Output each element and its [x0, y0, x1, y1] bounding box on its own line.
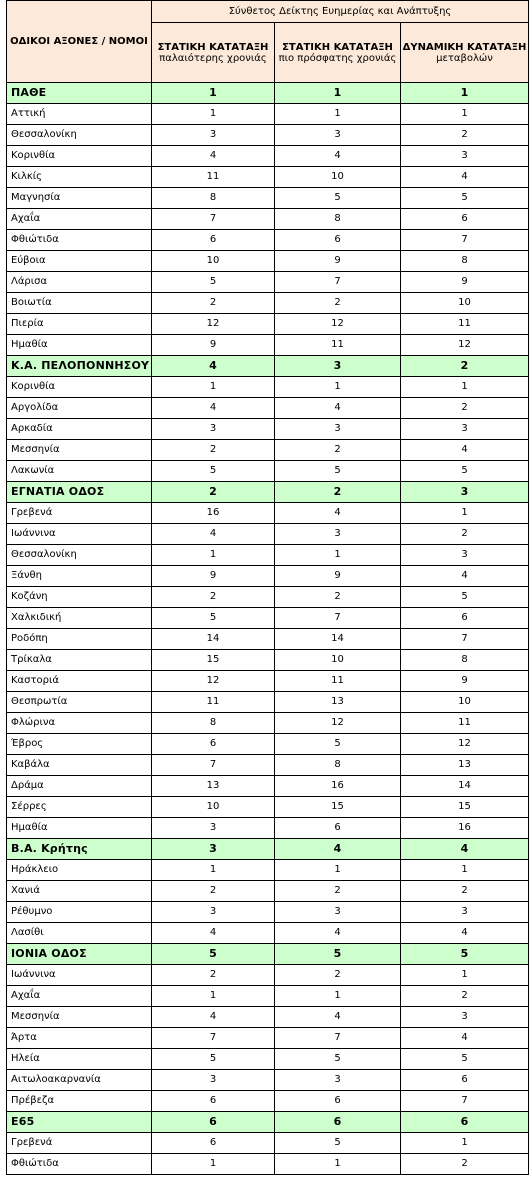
table-row: [7, 209, 529, 230]
row-name-cell: Αττική: [7, 104, 152, 125]
table-row: [7, 125, 529, 146]
dynamic-cell: 2: [401, 986, 529, 1007]
static-recent-cell: 1: [275, 377, 401, 398]
static-older-cell: 4: [152, 356, 275, 377]
row-name-cell: Μεσσηνία: [7, 1007, 152, 1028]
row-name-cell: Λασίθι: [7, 923, 152, 944]
static-recent-cell: 2: [275, 482, 401, 503]
dynamic-cell: 8: [401, 650, 529, 671]
static-older-cell: 7: [152, 209, 275, 230]
dynamic-cell: 3: [401, 482, 529, 503]
dynamic-cell: 4: [401, 566, 529, 587]
static-older-cell: 9: [152, 566, 275, 587]
table-row: [7, 545, 529, 566]
static-older-cell: 5: [152, 608, 275, 629]
dynamic-cell: 5: [401, 461, 529, 482]
dynamic-cell: 5: [401, 188, 529, 209]
row-name-cell: Εύβοια: [7, 251, 152, 272]
dynamic-cell: 10: [401, 692, 529, 713]
row-name-cell: Καστοριά: [7, 671, 152, 692]
table-row: [7, 398, 529, 419]
row-name-cell: Φλώρινα: [7, 713, 152, 734]
static-recent-cell: 5: [275, 188, 401, 209]
static-older-cell: 3: [152, 839, 275, 860]
dynamic-cell: 3: [401, 902, 529, 923]
row-name-cell: Κορινθία: [7, 377, 152, 398]
static-older-header: [152, 23, 275, 83]
row-name-cell: Γρεβενά: [7, 1133, 152, 1154]
static-older-cell: 6: [152, 230, 275, 251]
static-older-cell: 5: [152, 272, 275, 293]
table-row: [7, 776, 529, 797]
table-row: [7, 755, 529, 776]
dynamic-title: ΔΥΝΑΜΙΚΗ ΚΑΤΑΤΑΞΗ: [402, 41, 527, 53]
table-row: [7, 188, 529, 209]
group-row: [7, 839, 529, 860]
static-recent-cell: 14: [275, 629, 401, 650]
table-row: [7, 566, 529, 587]
static-older-cell: 2: [152, 482, 275, 503]
row-name-cell: Ξάνθη: [7, 566, 152, 587]
dynamic-cell: 4: [401, 839, 529, 860]
static-older-cell: 2: [152, 587, 275, 608]
table-row: [7, 881, 529, 902]
static-older-cell: 4: [152, 398, 275, 419]
static-older-cell: 6: [152, 1133, 275, 1154]
row-name-cell: Αχαΐα: [7, 986, 152, 1007]
static-recent-cell: 10: [275, 167, 401, 188]
dynamic-cell: 12: [401, 335, 529, 356]
static-recent-header: [275, 23, 401, 83]
row-name-cell: Χαλκιδική: [7, 608, 152, 629]
table-row: [7, 629, 529, 650]
group-row: [7, 944, 529, 965]
static-recent-cell: 5: [275, 944, 401, 965]
static-older-subtitle: παλαιότερης χρονιάς: [159, 52, 267, 64]
dynamic-cell: 3: [401, 545, 529, 566]
static-older-cell: 6: [152, 1112, 275, 1133]
static-older-cell: 1: [152, 83, 275, 104]
table-row: [7, 167, 529, 188]
static-older-cell: 4: [152, 146, 275, 167]
static-recent-cell: 5: [275, 461, 401, 482]
static-recent-cell: 3: [275, 524, 401, 545]
row-name-cell: Δράμα: [7, 776, 152, 797]
static-older-cell: 3: [152, 902, 275, 923]
table-row: [7, 692, 529, 713]
row-name-cell: Λακωνία: [7, 461, 152, 482]
dynamic-cell: 7: [401, 629, 529, 650]
static-recent-cell: 1: [275, 1154, 401, 1175]
table-row: [7, 650, 529, 671]
static-older-cell: 6: [152, 1091, 275, 1112]
dynamic-cell: 10: [401, 293, 529, 314]
static-recent-cell: 11: [275, 671, 401, 692]
row-name-cell: Τρίκαλα: [7, 650, 152, 671]
row-name-cell: Βοιωτία: [7, 293, 152, 314]
static-older-cell: 8: [152, 188, 275, 209]
table-row: [7, 293, 529, 314]
static-recent-cell: 2: [275, 587, 401, 608]
table-row: [7, 1154, 529, 1175]
table-row: [7, 671, 529, 692]
row-name-cell: Άρτα: [7, 1028, 152, 1049]
table-row: [7, 251, 529, 272]
table-row: [7, 314, 529, 335]
static-older-cell: 2: [152, 965, 275, 986]
row-name-cell: Πρέβεζα: [7, 1091, 152, 1112]
table-row: [7, 923, 529, 944]
dynamic-cell: 2: [401, 1154, 529, 1175]
table-row: [7, 377, 529, 398]
static-older-cell: 12: [152, 314, 275, 335]
static-older-cell: 11: [152, 692, 275, 713]
static-older-cell: 2: [152, 293, 275, 314]
table-row: [7, 986, 529, 1007]
table-row: [7, 1028, 529, 1049]
table-row: [7, 1133, 529, 1154]
static-recent-cell: 4: [275, 1007, 401, 1028]
static-recent-cell: 2: [275, 881, 401, 902]
dynamic-cell: 14: [401, 776, 529, 797]
dynamic-cell: 1: [401, 377, 529, 398]
row-name-cell: Κιλκίς: [7, 167, 152, 188]
static-older-cell: 8: [152, 713, 275, 734]
group-row: [7, 83, 529, 104]
dynamic-cell: 4: [401, 167, 529, 188]
static-older-cell: 2: [152, 881, 275, 902]
row-name-cell: Κοζάνη: [7, 587, 152, 608]
row-name-cell: Ιωάννινα: [7, 524, 152, 545]
row-name-cell: Ε65: [7, 1112, 152, 1133]
static-older-cell: 3: [152, 419, 275, 440]
row-name-cell: Μεσσηνία: [7, 440, 152, 461]
static-older-title: ΣΤΑΤΙΚΗ ΚΑΤΑΤΑΞΗ: [157, 41, 269, 53]
dynamic-cell: 5: [401, 1049, 529, 1070]
table-header: [7, 1, 529, 83]
table-row: [7, 818, 529, 839]
static-recent-cell: 8: [275, 755, 401, 776]
group-row: [7, 482, 529, 503]
dynamic-cell: 9: [401, 671, 529, 692]
static-recent-cell: 5: [275, 734, 401, 755]
row-name-cell: Καβάλα: [7, 755, 152, 776]
dynamic-cell: 1: [401, 503, 529, 524]
static-recent-cell: 13: [275, 692, 401, 713]
row-name-cell: Λάρισα: [7, 272, 152, 293]
dynamic-cell: 9: [401, 272, 529, 293]
static-older-cell: 10: [152, 251, 275, 272]
static-recent-cell: 12: [275, 713, 401, 734]
static-recent-cell: 15: [275, 797, 401, 818]
static-older-cell: 1: [152, 986, 275, 1007]
row-name-cell: Θεσσαλονίκη: [7, 125, 152, 146]
row-name-cell: Ημαθία: [7, 335, 152, 356]
row-name-cell: Ρέθυμνο: [7, 902, 152, 923]
static-older-cell: 3: [152, 818, 275, 839]
row-name-cell: Σέρρες: [7, 797, 152, 818]
static-older-cell: 4: [152, 524, 275, 545]
static-recent-cell: 4: [275, 503, 401, 524]
dynamic-cell: 5: [401, 587, 529, 608]
dynamic-cell: 15: [401, 797, 529, 818]
dynamic-header: [401, 23, 529, 83]
table-row: [7, 587, 529, 608]
dynamic-cell: 4: [401, 1028, 529, 1049]
table-row: [7, 146, 529, 167]
static-recent-cell: 3: [275, 1070, 401, 1091]
row-name-cell: Αχαΐα: [7, 209, 152, 230]
dynamic-cell: 12: [401, 734, 529, 755]
dynamic-cell: 1: [401, 860, 529, 881]
static-recent-cell: 6: [275, 818, 401, 839]
dynamic-cell: 3: [401, 1007, 529, 1028]
table-row: [7, 461, 529, 482]
static-recent-cell: 9: [275, 251, 401, 272]
row-name-cell: Αρκαδία: [7, 419, 152, 440]
dynamic-cell: 1: [401, 104, 529, 125]
dynamic-cell: 2: [401, 356, 529, 377]
table-row: [7, 440, 529, 461]
static-older-cell: 6: [152, 734, 275, 755]
static-recent-cell: 5: [275, 1049, 401, 1070]
static-recent-cell: 2: [275, 293, 401, 314]
row-name-cell: Θεσσαλονίκη: [7, 545, 152, 566]
dynamic-cell: 2: [401, 398, 529, 419]
row-name-cell: Θεσπρωτία: [7, 692, 152, 713]
row-name-cell: Έβρος: [7, 734, 152, 755]
dynamic-cell: 2: [401, 125, 529, 146]
static-recent-cell: 7: [275, 1028, 401, 1049]
static-recent-cell: 3: [275, 356, 401, 377]
row-name-cell: Πιερία: [7, 314, 152, 335]
table-row: [7, 1007, 529, 1028]
static-older-cell: 5: [152, 461, 275, 482]
static-recent-cell: 8: [275, 209, 401, 230]
static-recent-cell: 6: [275, 1112, 401, 1133]
static-older-cell: 14: [152, 629, 275, 650]
static-recent-cell: 12: [275, 314, 401, 335]
static-recent-cell: 6: [275, 1091, 401, 1112]
dynamic-cell: 4: [401, 923, 529, 944]
table-row: [7, 335, 529, 356]
dynamic-cell: 1: [401, 83, 529, 104]
table-row: [7, 608, 529, 629]
static-older-cell: 13: [152, 776, 275, 797]
row-name-cell: Αργολίδα: [7, 398, 152, 419]
table-row: [7, 503, 529, 524]
static-older-cell: 3: [152, 1070, 275, 1091]
static-older-cell: 16: [152, 503, 275, 524]
static-recent-cell: 4: [275, 398, 401, 419]
static-recent-cell: 2: [275, 440, 401, 461]
ranking-table: [6, 0, 529, 1175]
static-older-cell: 5: [152, 1049, 275, 1070]
static-older-cell: 1: [152, 1154, 275, 1175]
table-row: [7, 419, 529, 440]
dynamic-cell: 6: [401, 1112, 529, 1133]
static-recent-cell: 4: [275, 146, 401, 167]
ranking-table-container: [6, 0, 528, 1175]
dynamic-cell: 6: [401, 608, 529, 629]
row-name-cell: Ηράκλειο: [7, 860, 152, 881]
table-row: [7, 230, 529, 251]
static-recent-subtitle: πιο πρόσφατης χρονιάς: [278, 52, 397, 64]
static-recent-cell: 1: [275, 860, 401, 881]
row-name-cell: Φθιώτιδα: [7, 1154, 152, 1175]
dynamic-cell: 1: [401, 965, 529, 986]
static-recent-cell: 1: [275, 83, 401, 104]
dynamic-cell: 3: [401, 419, 529, 440]
static-older-cell: 10: [152, 797, 275, 818]
table-row: [7, 1091, 529, 1112]
static-recent-cell: 3: [275, 902, 401, 923]
row-name-cell: Χανιά: [7, 881, 152, 902]
static-older-cell: 11: [152, 167, 275, 188]
table-row: [7, 860, 529, 881]
dynamic-cell: 1: [401, 1133, 529, 1154]
static-recent-title: ΣΤΑΤΙΚΗ ΚΑΤΑΤΑΞΗ: [282, 41, 393, 53]
static-recent-cell: 3: [275, 419, 401, 440]
static-recent-cell: 1: [275, 104, 401, 125]
dynamic-cell: 7: [401, 1091, 529, 1112]
row-name-cell: Β.Α. Κρήτης: [7, 839, 152, 860]
dynamic-subtitle: μεταβολών: [436, 52, 493, 64]
static-older-cell: 1: [152, 860, 275, 881]
table-row: [7, 965, 529, 986]
row-name-cell: Ημαθία: [7, 818, 152, 839]
static-older-cell: 9: [152, 335, 275, 356]
static-older-cell: 4: [152, 923, 275, 944]
static-recent-cell: 11: [275, 335, 401, 356]
dynamic-cell: 3: [401, 146, 529, 167]
static-older-cell: 7: [152, 755, 275, 776]
row-name-cell: Κ.Α. ΠΕΛΟΠΟΝΝΗΣΟΥ: [7, 356, 152, 377]
static-recent-cell: 3: [275, 125, 401, 146]
static-recent-cell: 2: [275, 965, 401, 986]
static-recent-cell: 1: [275, 986, 401, 1007]
group-row: [7, 1112, 529, 1133]
static-recent-cell: 10: [275, 650, 401, 671]
static-older-cell: 15: [152, 650, 275, 671]
dynamic-cell: 2: [401, 524, 529, 545]
row-name-cell: Μαγνησία: [7, 188, 152, 209]
static-older-cell: 1: [152, 545, 275, 566]
static-recent-cell: 7: [275, 272, 401, 293]
static-recent-cell: 4: [275, 923, 401, 944]
row-name-cell: Ηλεία: [7, 1049, 152, 1070]
static-recent-cell: 4: [275, 839, 401, 860]
static-older-cell: 12: [152, 671, 275, 692]
row-name-cell: Κορινθία: [7, 146, 152, 167]
axis-column-header: ΟΔΙΚΟΙ ΑΞΟΝΕΣ / ΝΟΜΟΙ: [7, 1, 152, 83]
static-recent-cell: 6: [275, 230, 401, 251]
row-name-cell: Φθιώτιδα: [7, 230, 152, 251]
static-recent-cell: 9: [275, 566, 401, 587]
dynamic-cell: 2: [401, 881, 529, 902]
index-super-title: Σύνθετος Δείκτης Ευημερίας και Ανάπτυξης: [152, 1, 529, 23]
dynamic-cell: 6: [401, 209, 529, 230]
static-older-cell: 3: [152, 125, 275, 146]
static-recent-cell: 5: [275, 1133, 401, 1154]
dynamic-cell: 5: [401, 944, 529, 965]
dynamic-cell: 8: [401, 251, 529, 272]
table-row: [7, 713, 529, 734]
row-name-cell: ΕΓΝΑΤΙΑ ΟΔΟΣ: [7, 482, 152, 503]
static-older-cell: 1: [152, 377, 275, 398]
dynamic-cell: 7: [401, 230, 529, 251]
static-older-cell: 5: [152, 944, 275, 965]
static-older-cell: 4: [152, 1007, 275, 1028]
static-recent-cell: 1: [275, 545, 401, 566]
row-name-cell: Ιωάννινα: [7, 965, 152, 986]
table-body: [7, 83, 529, 1175]
static-recent-cell: 7: [275, 608, 401, 629]
table-row: [7, 734, 529, 755]
dynamic-cell: 11: [401, 314, 529, 335]
table-row: [7, 1070, 529, 1091]
static-older-cell: 7: [152, 1028, 275, 1049]
row-name-cell: ΙΟΝΙΑ ΟΔΟΣ: [7, 944, 152, 965]
static-recent-cell: 16: [275, 776, 401, 797]
row-name-cell: Ροδόπη: [7, 629, 152, 650]
table-row: [7, 272, 529, 293]
group-row: [7, 356, 529, 377]
dynamic-cell: 13: [401, 755, 529, 776]
table-row: [7, 902, 529, 923]
table-row: [7, 1049, 529, 1070]
static-older-cell: 1: [152, 104, 275, 125]
row-name-cell: Γρεβενά: [7, 503, 152, 524]
static-older-cell: 2: [152, 440, 275, 461]
table-row: [7, 104, 529, 125]
dynamic-cell: 16: [401, 818, 529, 839]
table-row: [7, 797, 529, 818]
row-name-cell: Αιτωλοακαρνανία: [7, 1070, 152, 1091]
dynamic-cell: 11: [401, 713, 529, 734]
row-name-cell: ΠΑΘΕ: [7, 83, 152, 104]
dynamic-cell: 6: [401, 1070, 529, 1091]
dynamic-cell: 4: [401, 440, 529, 461]
table-row: [7, 524, 529, 545]
